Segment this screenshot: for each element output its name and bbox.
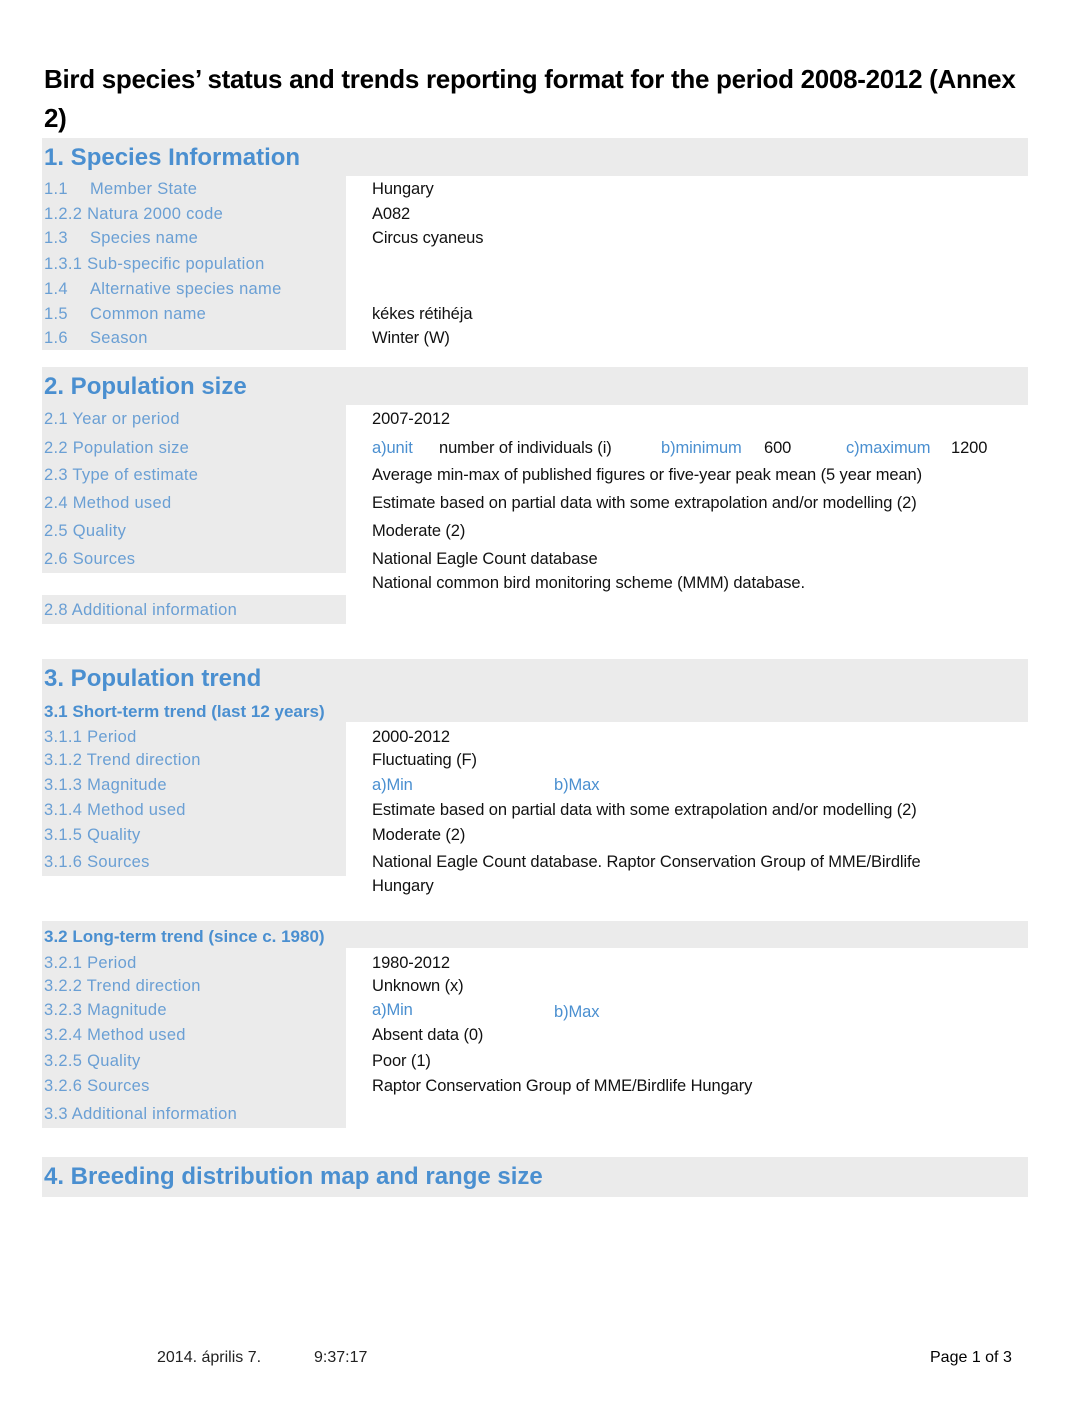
- long-term-heading: 3.2 Long-term trend (since c. 1980): [44, 927, 325, 946]
- species-row-label: 1.1 Member State: [44, 180, 198, 198]
- sources-line-1: National Eagle Count database: [372, 550, 598, 568]
- section-1-heading: 1. Species Information: [44, 144, 301, 171]
- short-magnitude-label: 3.1.3 Magnitude: [44, 776, 167, 794]
- long-period-label: 3.2.1 Period: [44, 954, 137, 972]
- section-2-heading: 2. Population size: [44, 373, 247, 400]
- short-sources-line-2: Hungary: [372, 877, 434, 895]
- footer-page-number: Page 1 of 3: [930, 1349, 1012, 1366]
- common-name-value: kékes rétihéja: [372, 305, 473, 323]
- year-value: 2007-2012: [372, 410, 451, 428]
- document-title: Bird species’ status and trends reporting format for the period 2008-2012 (Annex 2): [44, 64, 1016, 133]
- short-method-label: 3.1.4 Method used: [44, 801, 186, 819]
- sources-label: 2.6 Sources: [44, 550, 136, 568]
- species-row-label: 1.4 Alternative species name: [44, 280, 282, 298]
- method-value: Estimate based on partial data with some extrapolation and/or modelling (2): [372, 494, 917, 512]
- long-magnitude-label: 3.2.3 Magnitude: [44, 1001, 167, 1019]
- additional-info-label: 2.8 Additional information: [44, 601, 238, 619]
- short-sources-line-1: National Eagle Count database. Raptor Conservation Group of MME/Birdlife: [372, 853, 921, 871]
- season-value: Winter (W): [372, 329, 450, 347]
- quality-label: 2.5 Quality: [44, 522, 127, 540]
- short-term-heading: 3.1 Short-term trend (last 12 years): [44, 702, 325, 721]
- minimum-value: 600: [764, 439, 792, 457]
- long-quality-value: Poor (1): [372, 1052, 431, 1070]
- sources-line-2: National common bird monitoring scheme (MMM) database.: [372, 574, 805, 592]
- year-label: 2.1 Year or period: [44, 410, 180, 428]
- long-method-label: 3.2.4 Method used: [44, 1026, 186, 1044]
- species-row-label: 1.3.1 Sub-specific population: [44, 255, 265, 273]
- short-max-label: b)Max: [554, 776, 600, 794]
- long-sources-value: Raptor Conservation Group of MME/Birdlife Hungary: [372, 1077, 753, 1095]
- species-row-label: 1.6 Season: [44, 329, 148, 347]
- species-name-value: Circus cyaneus: [372, 229, 484, 247]
- section-3-heading: 3. Population trend: [44, 665, 262, 692]
- short-method-value: Estimate based on partial data with some extrapolation and/or modelling (2): [372, 801, 917, 819]
- section-2-label-column: [42, 405, 346, 573]
- member-state-value: Hungary: [372, 180, 434, 198]
- natura-code-value: A082: [372, 205, 411, 223]
- short-quality-value: Moderate (2): [372, 826, 466, 844]
- unit-value: number of individuals (i): [439, 439, 612, 457]
- long-min-label: a)Min: [372, 1001, 413, 1019]
- quality-value: Moderate (2): [372, 522, 466, 540]
- short-quality-label: 3.1.5 Quality: [44, 826, 141, 844]
- footer-date: 2014. április 7.: [157, 1349, 262, 1366]
- short-min-label: a)Min: [372, 776, 413, 794]
- estimate-type-value: Average min-max of published figures or five-year peak mean (5 year mean): [372, 466, 922, 484]
- short-direction-label: 3.1.2 Trend direction: [44, 751, 201, 769]
- long-max-label: b)Max: [554, 1003, 600, 1021]
- species-row-label: 1.5 Common name: [44, 305, 207, 323]
- unit-label: a)unit: [372, 439, 413, 457]
- minimum-label: b)minimum: [661, 439, 742, 457]
- trend-additional-info-label: 3.3 Additional information: [44, 1105, 238, 1123]
- long-direction-label: 3.2.2 Trend direction: [44, 977, 201, 995]
- maximum-value: 1200: [951, 439, 988, 457]
- long-method-value: Absent data (0): [372, 1026, 484, 1044]
- footer-time: 9:37:17: [314, 1349, 368, 1366]
- species-row-label: 1.2.2 Natura 2000 code: [44, 205, 224, 223]
- maximum-label: c)maximum: [846, 439, 931, 457]
- section-4-heading: 4. Breeding distribution map and range size: [44, 1163, 543, 1190]
- short-direction-value: Fluctuating (F): [372, 751, 477, 769]
- long-period-value: 1980-2012: [372, 954, 451, 972]
- short-sources-label: 3.1.6 Sources: [44, 853, 150, 871]
- short-period-label: 3.1.1 Period: [44, 728, 137, 746]
- estimate-type-label: 2.3 Type of estimate: [44, 466, 199, 484]
- population-size-label: 2.2 Population size: [44, 439, 190, 457]
- long-sources-label: 3.2.6 Sources: [44, 1077, 150, 1095]
- short-period-value: 2000-2012: [372, 728, 451, 746]
- long-quality-label: 3.2.5 Quality: [44, 1052, 141, 1070]
- method-label: 2.4 Method used: [44, 494, 172, 512]
- long-direction-value: Unknown (x): [372, 977, 464, 995]
- species-row-label: 1.3 Species name: [44, 229, 199, 247]
